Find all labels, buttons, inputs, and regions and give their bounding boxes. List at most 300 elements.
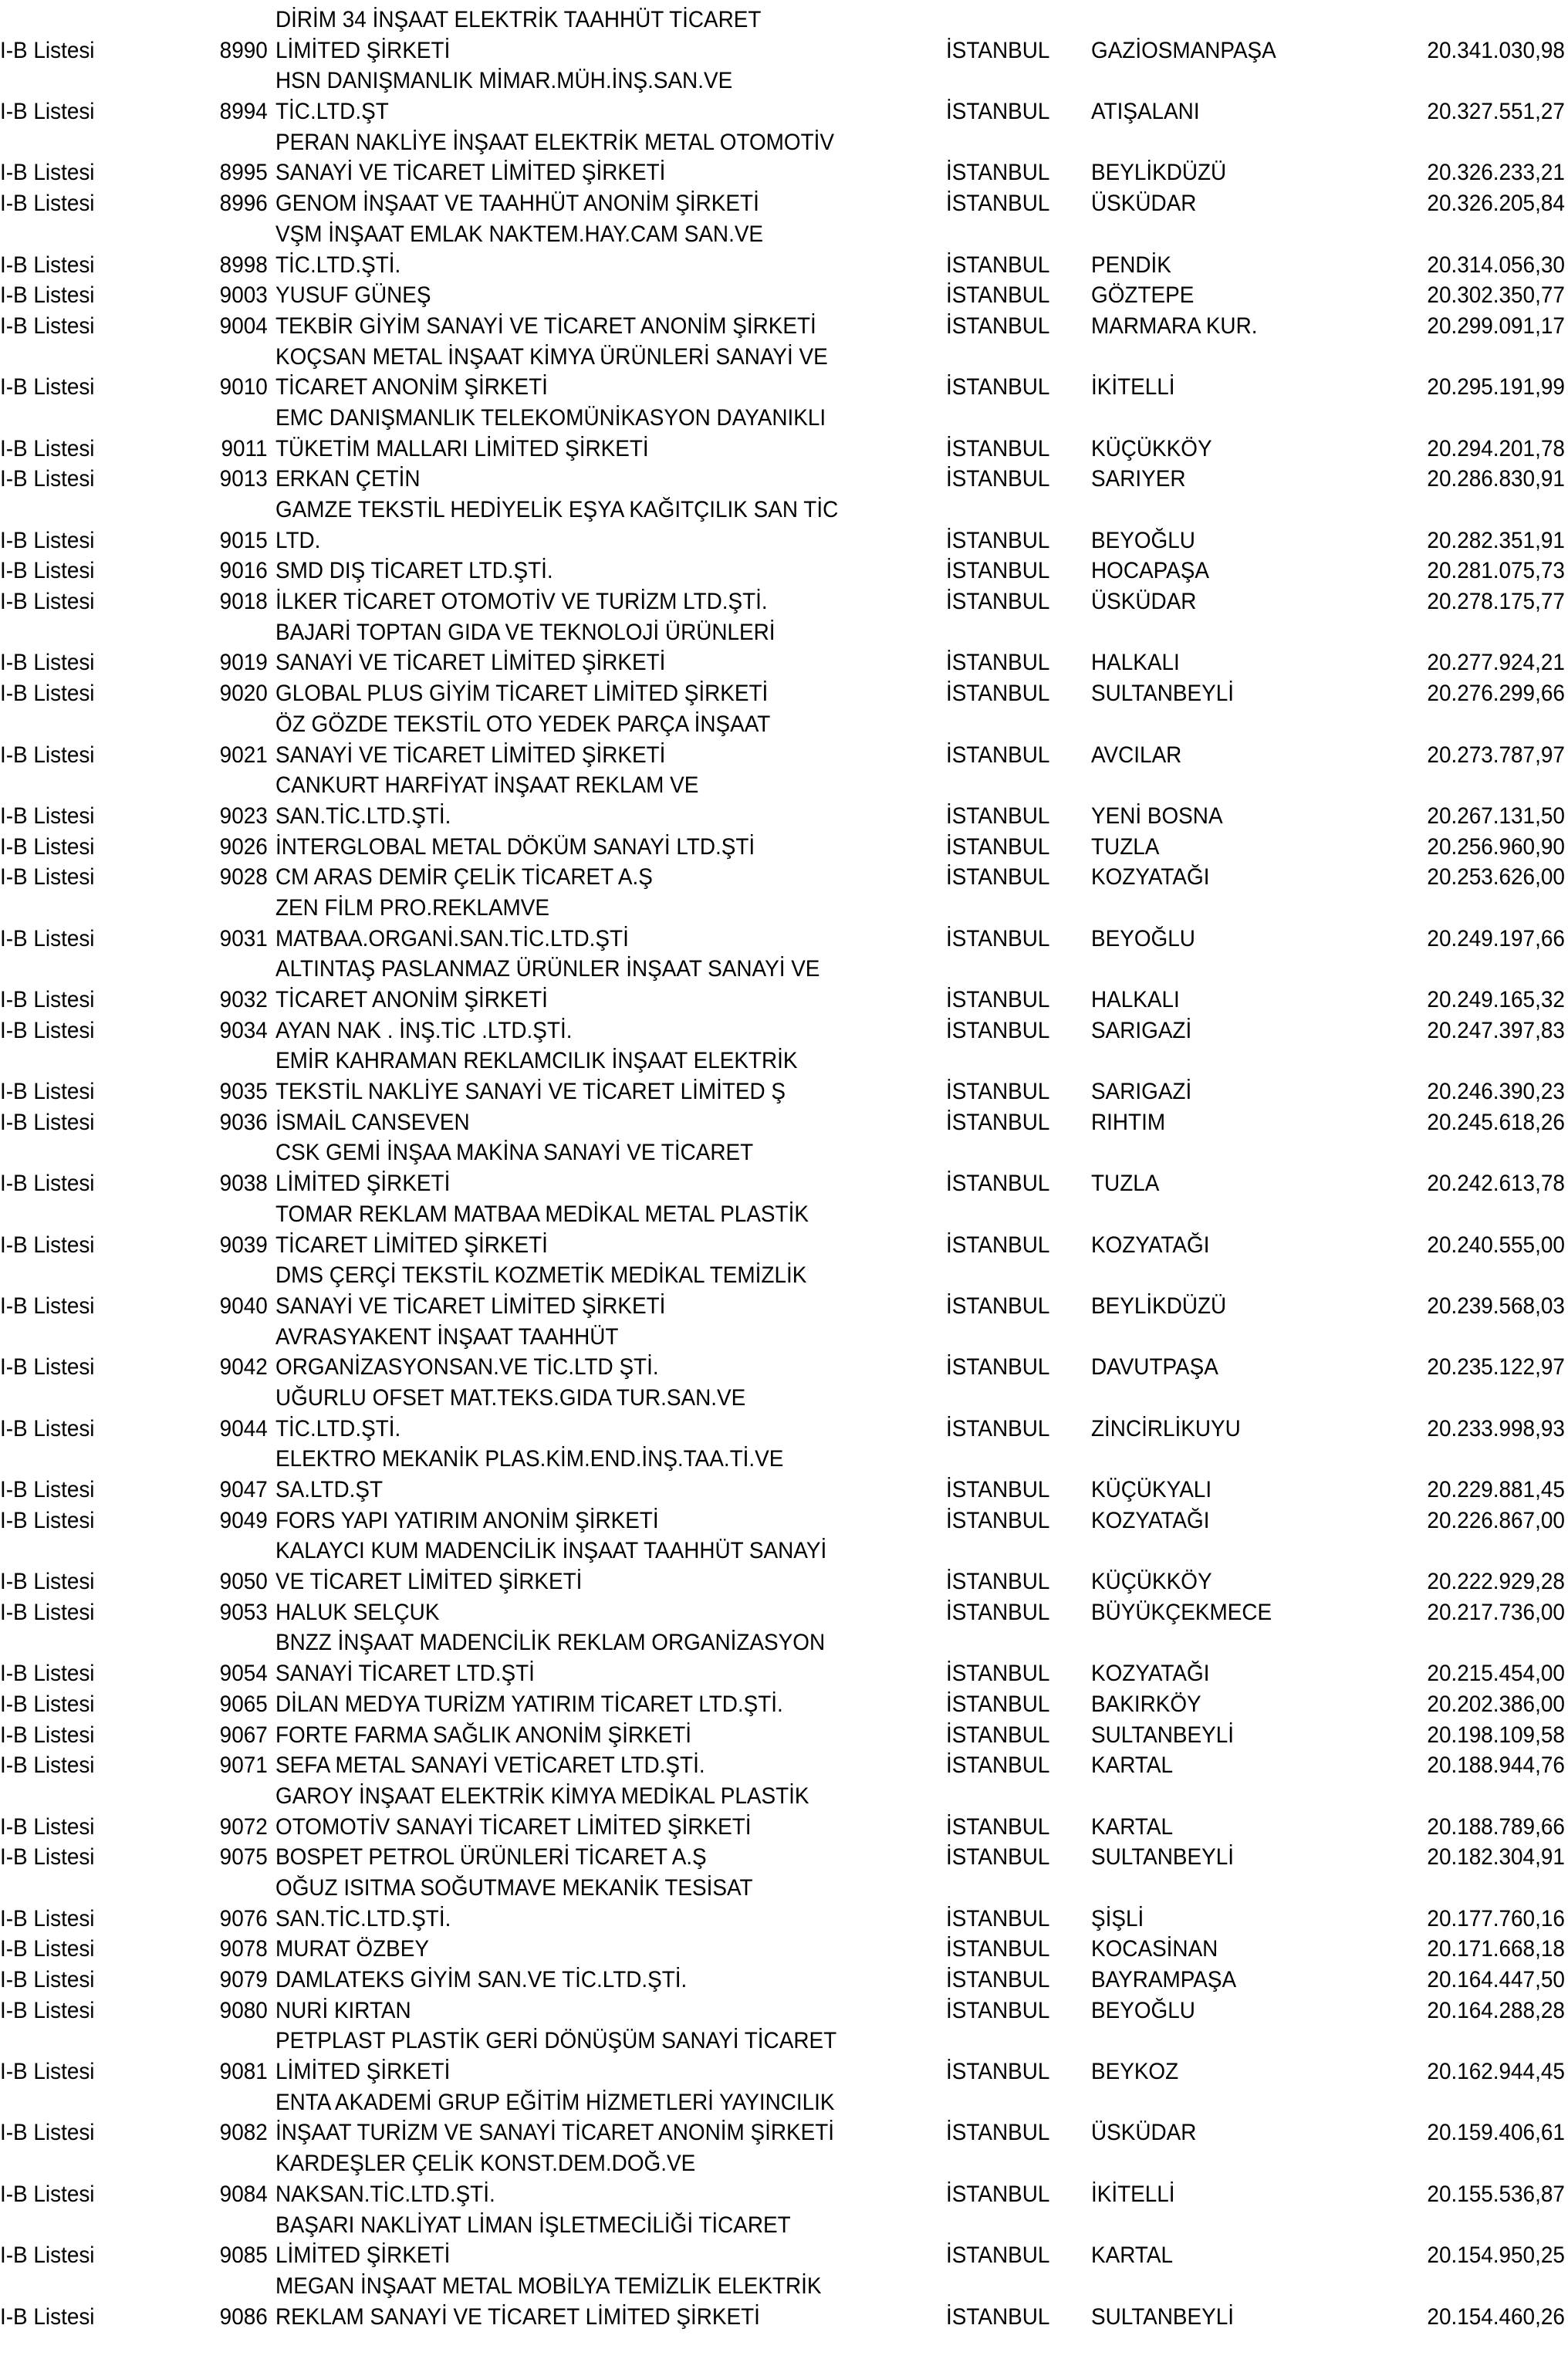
name-cell-text: GLOBAL PLUS GİYİM TİCARET LİMİTED ŞİRKETİ [275,681,769,707]
district-cell-text: TUZLA [1091,833,1160,860]
amount-cell-text: 20.198.109,58 [1427,1722,1565,1748]
table-row [0,1016,1568,1046]
amount-cell [1417,1842,1565,1873]
district-cell [1091,1996,1203,2026]
row-line [0,464,1568,495]
amount-cell [1417,1566,1565,1597]
table-row [0,311,1568,342]
district-cell [1091,250,1178,281]
number-cell [216,2302,268,2333]
list-cell [0,188,102,219]
district-cell-text: PENDİK [1091,252,1171,278]
city-cell-text: İSTANBUL [946,1415,1050,1441]
row-line [0,495,1568,526]
name-cell-text: OTOMOTİV SANAYİ TİCARET LİMİTED ŞİRKETİ [275,1813,752,1840]
list-cell-text: I-B Listesi [0,1507,95,1533]
name-cell-text: SAN.TİC.LTD.ŞTİ. [275,1905,451,1931]
number-cell-text: 9047 [219,1477,268,1502]
number-cell [216,157,268,188]
name-cell [275,1168,463,1199]
amount-cell-text: 20.276.299,66 [1427,681,1565,707]
table-row [0,1842,1568,1873]
row-line [0,1536,1568,1566]
city-cell [946,464,1057,495]
name-cell [275,5,798,35]
number-cell [216,188,268,219]
row-line [0,1199,1568,1230]
city-cell [946,1506,1057,1536]
list-cell-text: I-B Listesi [0,313,95,339]
number-cell [216,985,268,1016]
table-row [0,280,1568,311]
name-cell-text: TİC.LTD.ŞT [275,99,389,125]
table-row [0,1996,1568,2026]
amount-cell [1417,1230,1565,1261]
amount-cell [1417,556,1565,586]
amount-cell-text: 20.294.201,78 [1427,435,1565,461]
list-cell-text: I-B Listesi [0,191,95,217]
row-line [0,2302,1568,2333]
name-cell-text: SANAYİ VE TİCARET LİMİTED ŞİRKETİ [275,742,666,768]
city-cell [946,832,1057,863]
number-cell-text: 9020 [219,681,268,707]
name-cell [275,1414,410,1445]
name-cell [275,556,574,586]
list-cell [0,2240,102,2271]
amount-cell-text: 20.282.351,91 [1427,527,1565,553]
row-line [0,1352,1568,1383]
table-row [0,1199,1568,1260]
city-cell-text: İSTANBUL [946,1079,1050,1105]
name-cell [275,1322,644,1353]
city-cell [946,1230,1057,1261]
city-cell-text: İSTANBUL [946,1661,1050,1687]
number-cell-text: 9003 [219,282,268,309]
list-cell [0,924,102,955]
city-cell-text: İSTANBUL [946,1109,1050,1135]
city-cell-text: İSTANBUL [946,1477,1050,1502]
district-cell-text: MARMARA KUR. [1091,313,1258,339]
name-cell [275,1965,718,1996]
number-cell-text: 9018 [219,589,268,615]
number-cell-text: 9035 [219,1079,268,1105]
name-cell-text: SANAYİ VE TİCARET LİMİTED ŞİRKETİ [275,160,666,186]
amount-cell-text: 20.162.944,45 [1427,2059,1565,2085]
name-cell-text: LİMİTED ŞİRKETİ [275,2059,451,2085]
amount-cell [1417,464,1565,495]
list-cell [0,1230,102,1261]
row-line [0,1812,1568,1843]
table-row [0,127,1568,188]
number-cell [216,1842,268,1873]
city-cell-text: İSTANBUL [946,313,1050,339]
number-cell-text: 9016 [219,558,268,584]
amount-cell-text: 20.188.944,76 [1427,1752,1565,1779]
number-cell [216,1904,268,1935]
city-cell-text: İSTANBUL [946,1844,1050,1871]
amount-cell [1417,96,1565,127]
amount-cell [1417,1168,1565,1199]
amount-cell [1417,2057,1565,2087]
list-cell-text: I-B Listesi [0,1936,95,1962]
number-cell-text: 9065 [219,1691,268,1717]
city-cell-text: İSTANBUL [946,1293,1050,1319]
name-cell-text: DİLAN MEDYA TURİZM YATIRIM TİCARET LTD.ŞTİ. [275,1691,783,1717]
amount-cell-text: 20.299.091,17 [1427,313,1565,339]
amount-cell [1417,1658,1565,1689]
city-cell-text: İSTANBUL [946,1691,1050,1717]
table-row [0,1873,1568,1934]
row-line [0,1383,1568,1414]
number-cell-text: 9075 [219,1844,268,1871]
number-cell [216,1597,268,1628]
city-cell [946,862,1057,893]
row-line [0,2240,1568,2271]
name-cell [275,2117,876,2148]
district-cell [1091,1107,1171,1138]
number-cell-text: 9071 [219,1752,268,1779]
amount-cell [1417,1720,1565,1751]
table-row [0,495,1568,556]
list-cell-text: I-B Listesi [0,1691,95,1717]
city-cell [946,35,1057,66]
amount-cell [1417,1291,1565,1322]
number-cell [216,1812,268,1843]
district-cell [1091,1812,1179,1843]
list-cell-text: I-B Listesi [0,2242,95,2269]
district-cell [1091,526,1203,556]
list-cell-text: I-B Listesi [0,37,95,63]
row-line [0,1842,1568,1873]
table-row [0,1720,1568,1751]
row-line [0,770,1568,801]
list-cell-text: I-B Listesi [0,589,95,615]
city-cell [946,1076,1057,1107]
name-cell [275,35,463,66]
table-row [0,188,1568,219]
name-cell [275,678,805,709]
row-line [0,127,1568,158]
number-cell-text: 9044 [219,1415,268,1441]
city-cell-text: İSTANBUL [946,2059,1050,2085]
amount-cell [1417,2117,1565,2148]
city-cell [946,1934,1057,1965]
district-cell-text: KARTAL [1091,1813,1173,1840]
number-cell [216,2057,268,2087]
table-row [0,1627,1568,1688]
list-cell [0,35,102,66]
row-line [0,1137,1568,1168]
row-line [0,678,1568,709]
city-cell-text: İSTANBUL [946,650,1050,676]
district-cell-text: DAVUTPAŞA [1091,1354,1218,1381]
city-cell [946,801,1057,832]
name-cell-text: TİCARET ANONİM ŞİRKETİ [275,987,548,1012]
city-cell [946,2117,1057,2148]
district-cell [1091,678,1245,709]
number-cell [216,1414,268,1445]
name-cell-text: TİCARET ANONİM ŞİRKETİ [275,374,548,400]
list-cell-text: I-B Listesi [0,2120,95,2146]
row-line [0,280,1568,311]
district-cell-text: SARIGAZİ [1091,1079,1192,1105]
district-cell-text: BEYOĞLU [1091,1997,1195,2023]
city-cell [946,1352,1057,1383]
row-line [0,372,1568,403]
number-cell [216,280,268,311]
name-cell [275,1566,605,1597]
table-row [0,2148,1568,2209]
row-line [0,157,1568,188]
list-cell [0,96,102,127]
district-cell-text: TUZLA [1091,1171,1160,1197]
amount-cell-text: 20.239.568,03 [1427,1293,1565,1319]
name-cell-text: AVRASYAKENT İNŞAAT TAAHHÜT [275,1323,619,1350]
list-cell-text: I-B Listesi [0,1661,95,1687]
list-cell [0,1842,102,1873]
list-cell [0,862,102,893]
name-cell [275,1016,594,1046]
city-cell [946,1291,1057,1322]
amount-cell [1417,250,1565,281]
city-cell-text: İSTANBUL [946,99,1050,125]
city-cell [946,96,1057,127]
city-cell-text: İSTANBUL [946,374,1050,400]
name-cell-text: BAJARİ TOPTAN GIDA VE TEKNOLOJİ ÜRÜNLERİ [275,619,776,645]
city-cell-text: İSTANBUL [946,2181,1050,2207]
list-cell-text: I-B Listesi [0,1569,95,1595]
amount-cell-text: 20.154.460,26 [1427,2303,1565,2330]
list-cell-text: I-B Listesi [0,1997,95,2023]
number-cell [216,1016,268,1046]
number-cell-text: 8990 [219,37,268,63]
city-cell [946,1597,1057,1628]
city-cell [946,1414,1057,1445]
number-cell-text: 9031 [219,925,268,951]
row-line [0,1444,1568,1475]
row-line [0,311,1568,342]
district-cell-text: YENİ BOSNA [1091,803,1223,829]
name-cell [275,1383,781,1414]
amount-cell-text: 20.273.787,97 [1427,742,1565,768]
city-cell-text: İSTANBUL [946,191,1050,217]
number-cell [216,35,268,66]
name-cell [275,1444,822,1475]
number-cell [216,250,268,281]
name-cell [275,801,464,832]
district-cell [1091,157,1236,188]
district-cell-text: ÜSKÜDAR [1091,589,1197,615]
name-cell [275,1689,821,1720]
number-cell-text: 8998 [219,252,268,278]
number-cell-text: 9082 [219,2120,268,2146]
name-cell-text: NURİ KIRTAN [275,1997,411,2023]
number-cell-text: 9023 [219,803,268,829]
city-cell [946,280,1057,311]
city-cell [946,2057,1057,2087]
amount-cell [1417,1996,1565,2026]
number-cell [216,372,268,403]
amount-cell [1417,1076,1565,1107]
row-line [0,1291,1568,1322]
name-cell-text: FORS YAPI YATIRIM ANONİM ŞİRKETİ [275,1507,659,1533]
name-cell-text: VE TİCARET LİMİTED ŞİRKETİ [275,1569,583,1595]
list-cell-text: I-B Listesi [0,1079,95,1105]
table-row [0,1444,1568,1505]
list-cell [0,985,102,1016]
amount-cell-text: 20.267.131,50 [1427,803,1565,829]
name-cell-text: GAMZE TEKSTİL HEDİYELİK EŞYA KAĞITÇILIK SAN TİC [275,497,839,522]
amount-cell [1417,1414,1565,1445]
name-cell-text: MATBAA.ORGANİ.SAN.TİC.LTD.ŞTİ [275,925,629,951]
number-cell [216,801,268,832]
city-cell [946,2240,1057,2271]
name-cell [275,127,877,158]
city-cell [946,250,1057,281]
number-cell-text: 9072 [219,1813,268,1840]
city-cell [946,1812,1057,1843]
number-cell [216,1965,268,1996]
district-cell [1091,586,1205,617]
list-cell-text: I-B Listesi [0,1477,95,1502]
city-cell-text: İSTANBUL [946,1569,1050,1595]
number-cell-text: 9038 [219,1171,268,1197]
amount-cell-text: 20.235.122,97 [1427,1354,1565,1381]
name-cell-text: BAŞARI NAKLİYAT LİMAN İŞLETMECİLİĞİ TİCARET [275,2212,791,2238]
list-cell-text: I-B Listesi [0,833,95,860]
city-cell-text: İSTANBUL [946,1017,1050,1043]
row-line [0,586,1568,617]
number-cell-text: 9015 [219,527,268,553]
city-cell [946,647,1057,678]
name-cell [275,403,867,434]
amount-cell [1417,647,1565,678]
list-cell-text: I-B Listesi [0,1017,95,1043]
district-cell-text: ZİNCİRLİKUYU [1091,1415,1241,1441]
row-line [0,1750,1568,1781]
number-cell [216,740,268,771]
district-cell-text: KARTAL [1091,2242,1173,2269]
city-cell [946,1475,1057,1506]
list-cell [0,1475,102,1506]
amount-cell-text: 20.326.205,84 [1427,191,1565,217]
list-cell-text: I-B Listesi [0,1844,95,1871]
row-line [0,1475,1568,1506]
name-cell-text: TİC.LTD.ŞTİ. [275,1415,401,1441]
number-cell [216,1076,268,1107]
list-cell [0,586,102,617]
name-cell-text: KALAYCI KUM MADENCİLİK İNŞAAT TAAHHÜT SANAYİ [275,1538,827,1564]
district-cell [1091,2057,1185,2087]
city-cell [946,1904,1057,1935]
number-cell-text: 9081 [219,2059,268,2085]
city-cell [946,1720,1057,1751]
name-cell-text: YUSUF GÜNEŞ [275,282,431,309]
district-cell [1091,280,1201,311]
name-cell-text: ALTINTAŞ PASLANMAZ ÜRÜNLER İNŞAAT SANAYİ VE [275,956,820,982]
amount-cell [1417,1750,1565,1781]
number-cell [216,1689,268,1720]
list-cell [0,1076,102,1107]
list-cell-text: I-B Listesi [0,803,95,829]
amount-cell [1417,1689,1565,1720]
name-cell-text: BNZZ İNŞAAT MADENCİLİK REKLAM ORGANİZASYON [275,1630,826,1656]
name-cell [275,832,791,863]
list-cell [0,311,102,342]
amount-cell [1417,1812,1565,1843]
list-cell [0,280,102,311]
row-line [0,403,1568,434]
number-cell-text: 9086 [219,2303,268,2330]
district-cell [1091,1842,1245,1873]
district-cell [1091,2179,1181,2210]
name-cell-text: ELEKTRO MEKANİK PLAS.KİM.END.İNŞ.TAA.Tİ.VE [275,1446,784,1472]
list-cell-text: I-B Listesi [0,99,95,125]
district-cell [1091,2117,1205,2148]
district-cell-text: İKİTELLİ [1091,374,1175,400]
amount-cell [1417,434,1565,465]
name-cell [275,893,570,924]
number-cell [216,1168,268,1199]
name-cell-text: KOÇSAN METAL İNŞAAT KİMYA ÜRÜNLERİ SANAYİ VE [275,343,828,370]
name-cell-text: SANAYİ TİCARET LTD.ŞTİ [275,1661,535,1687]
list-cell [0,1689,102,1720]
number-cell [216,96,268,127]
district-cell-text: İKİTELLİ [1091,2181,1175,2207]
list-cell [0,1291,102,1322]
name-cell [275,2057,463,2087]
name-cell [275,2179,512,2210]
name-cell [275,2148,727,2179]
amount-cell-text: 20.278.175,77 [1427,589,1565,615]
list-cell-text: I-B Listesi [0,2303,95,2330]
row-line [0,1168,1568,1199]
name-cell [275,1536,868,1566]
district-cell-text: KÜÇÜKKÖY [1091,1569,1212,1595]
list-cell [0,801,102,832]
name-cell [275,280,443,311]
district-cell [1091,1230,1218,1261]
district-cell [1091,832,1164,863]
row-line [0,1597,1568,1628]
name-cell [275,188,796,219]
name-cell-text: SMD DIŞ TİCARET LTD.ŞTİ. [275,558,553,584]
row-line [0,1322,1568,1353]
district-cell-text: AVCILAR [1091,742,1182,768]
district-cell-text: KOZYATAĞI [1091,1661,1210,1687]
list-cell [0,1107,102,1138]
table-row [0,1383,1568,1444]
table-row [0,954,1568,1015]
district-cell [1091,434,1221,465]
amount-cell-text: 20.245.618,26 [1427,1109,1565,1135]
number-cell-text: 9026 [219,833,268,860]
name-cell [275,1260,847,1291]
city-cell [946,1842,1057,1873]
name-cell-text: NAKSAN.TİC.LTD.ŞTİ. [275,2181,495,2207]
name-cell [275,2087,877,2118]
number-cell-text: 9085 [219,2242,268,2269]
district-cell-text: HALKALI [1091,650,1180,676]
district-cell [1091,1506,1218,1536]
city-cell [946,678,1057,709]
amount-cell-text: 20.256.960,90 [1427,833,1565,860]
row-line [0,893,1568,924]
amount-cell-text: 20.249.165,32 [1427,987,1565,1012]
city-cell-text: İSTANBUL [946,2120,1050,2146]
city-cell [946,1168,1057,1199]
number-cell [216,1506,268,1536]
